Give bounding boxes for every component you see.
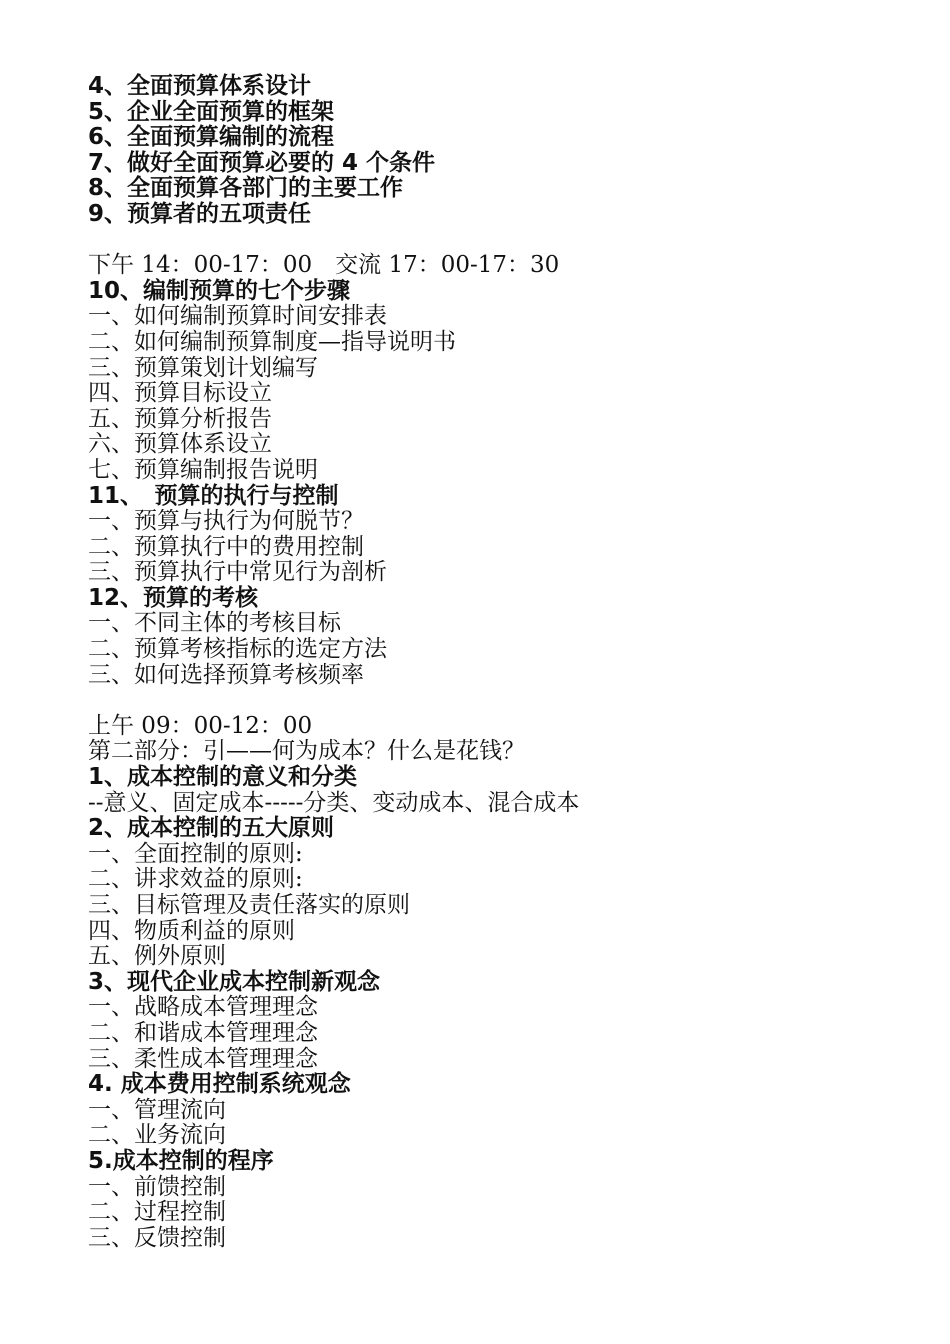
text-line: 二、讲求效益的原则: [88, 866, 303, 893]
text-line: 三、目标管理及责任落实的原则 [88, 892, 410, 918]
section-heading: 5、企业全面预算的框架 [88, 98, 335, 125]
text-line: 二、过程控制 [88, 1199, 226, 1226]
section-heading: 5.成本控制的程序 [88, 1147, 274, 1174]
section-heading: 11、 预算的执行与控制 [88, 482, 339, 509]
section-heading: 4、全面预算体系设计 [88, 73, 312, 99]
text-line: 二、和谐成本管理理念 [88, 1019, 318, 1046]
text-line: 第二部分：引——何为成本？什么是花钱？ [88, 738, 525, 765]
text-line: 二、预算考核指标的选定方法 [88, 636, 387, 663]
section-heading: 2、成本控制的五大原则 [88, 815, 335, 842]
text-line: 三、预算执行中常见行为剖析 [88, 559, 387, 586]
text-line: 一、不同主体的考核目标 [88, 610, 341, 637]
section-heading: 10、编制预算的七个步骤 [88, 277, 351, 304]
section-heading: 9、预算者的五项责任 [88, 200, 312, 227]
text-line: 五、例外原则 [88, 943, 226, 970]
text-line: 一、全面控制的原则: [88, 840, 303, 867]
section-heading: 6、全面预算编制的流程 [88, 124, 335, 151]
text-line: 一、预算与执行为何脱节？ [88, 508, 364, 535]
section-heading: 7、做好全面预算必要的 4 个条件 [88, 149, 436, 176]
text-line: 三、预算策划计划编写 [88, 354, 318, 381]
text-line: 六、预算体系设立 [88, 431, 272, 458]
text-line: 七、预算编制报告说明 [88, 456, 318, 483]
text-line: 上午 09：00-12：00 [88, 712, 313, 739]
text-line: 一、前馈控制 [88, 1173, 226, 1200]
section-heading: 8、全面预算各部门的主要工作 [88, 175, 404, 202]
text-line: 三、反馈控制 [88, 1224, 226, 1251]
text-line: 一、如何编制预算时间安排表 [88, 303, 387, 330]
text-line: --意义、固定成本-----分类、变动成本、混合成本 [88, 789, 580, 816]
text-line: 下午 14：00-17：00 交流 17：00-17：30 [88, 252, 560, 279]
text-line: 五、预算分析报告 [88, 405, 272, 432]
text-line: 三、如何选择预算考核频率 [88, 661, 364, 688]
blank-line [88, 688, 908, 714]
section-heading: 4. 成本费用控制系统观念 [88, 1071, 351, 1098]
text-line: 二、预算执行中的费用控制 [88, 533, 364, 560]
blank-line [88, 228, 908, 254]
text-line: 二、如何编制预算制度—指导说明书 [88, 328, 456, 355]
document-page [88, 74, 908, 1251]
text-line: 三、柔性成本管理理念 [88, 1045, 318, 1072]
text-line: 四、物质利益的原则 [88, 917, 295, 944]
section-heading: 12、预算的考核 [88, 584, 259, 611]
text-line: 二、业务流向 [88, 1122, 226, 1149]
text-line: 四、预算目标设立 [88, 380, 272, 407]
section-heading: 1、成本控制的意义和分类 [88, 764, 358, 791]
text-line: 一、战略成本管理理念 [88, 994, 318, 1021]
text-line: 一、管理流向 [88, 1096, 226, 1123]
section-heading: 3、现代企业成本控制新观念 [88, 968, 381, 995]
